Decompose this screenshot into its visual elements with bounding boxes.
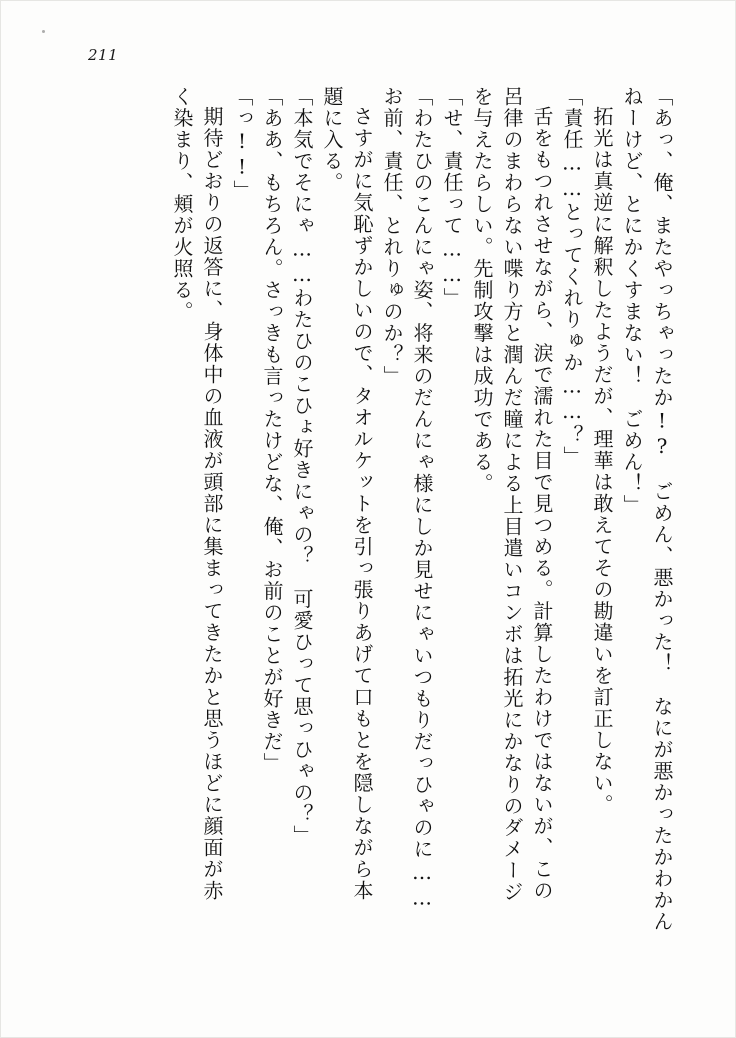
- text-line: 期待どおりの返答に、身体中の血液が頭部に集まってきたかと思うほどに顔面が赤: [200, 106, 224, 902]
- text-line: 舌をもつれさせながら、涙で濡れた目で見つめる。計算したわけではないが、この: [530, 106, 554, 902]
- text-line: お前、責任、とれりゅのか？」: [380, 86, 404, 387]
- text-line: 「せ、責任って……」: [440, 86, 464, 309]
- scan-artifact-speck: [42, 30, 45, 33]
- text-line: 「責任……とってくれりゅか……？」: [560, 86, 584, 468]
- text-line: 「本気でそにゃ……わたひのこひょ好きにゃの？ 可愛ひって思っひゃの？」: [290, 86, 314, 847]
- page-number: 211: [88, 46, 119, 64]
- text-line: 呂律のまわらない喋り方と潤んだ瞳による上目遣いコンボは拓光にかなりのダメージ: [500, 86, 524, 903]
- text-line: 「わたひのこんにゃ姿、将来のだんにゃ様にしか見せにゃいつもりだっひゃのに……: [410, 86, 434, 911]
- text-line: を与えたらしい。先制攻撃は成功である。: [470, 86, 494, 495]
- text-line: く染まり、頬が火照る。: [170, 86, 194, 323]
- text-line: さすがに気恥ずかしいので、タオルケットを引っ張りあげて口もとを隠しながら本: [350, 106, 374, 902]
- vertical-text-block: [52, 86, 672, 986]
- text-line: 「っ!!」: [230, 86, 254, 202]
- text-line: 「ああ、もちろん。さっきも言ったけどな、俺、お前のことが好きだ」: [260, 86, 284, 774]
- text-line: 題に入る。: [320, 86, 344, 194]
- text-line: 拓光は真逆に解釈したようだが、理華は敢えてその勘違いを訂正しない。: [590, 106, 614, 816]
- text-line: ねーけど、とにかくすまない！ ごめん！」: [620, 86, 644, 516]
- text-line: 「あっ、俺、またやっちゃったか!? ごめん、悪かった！ なにが悪かったかわかん: [650, 86, 674, 933]
